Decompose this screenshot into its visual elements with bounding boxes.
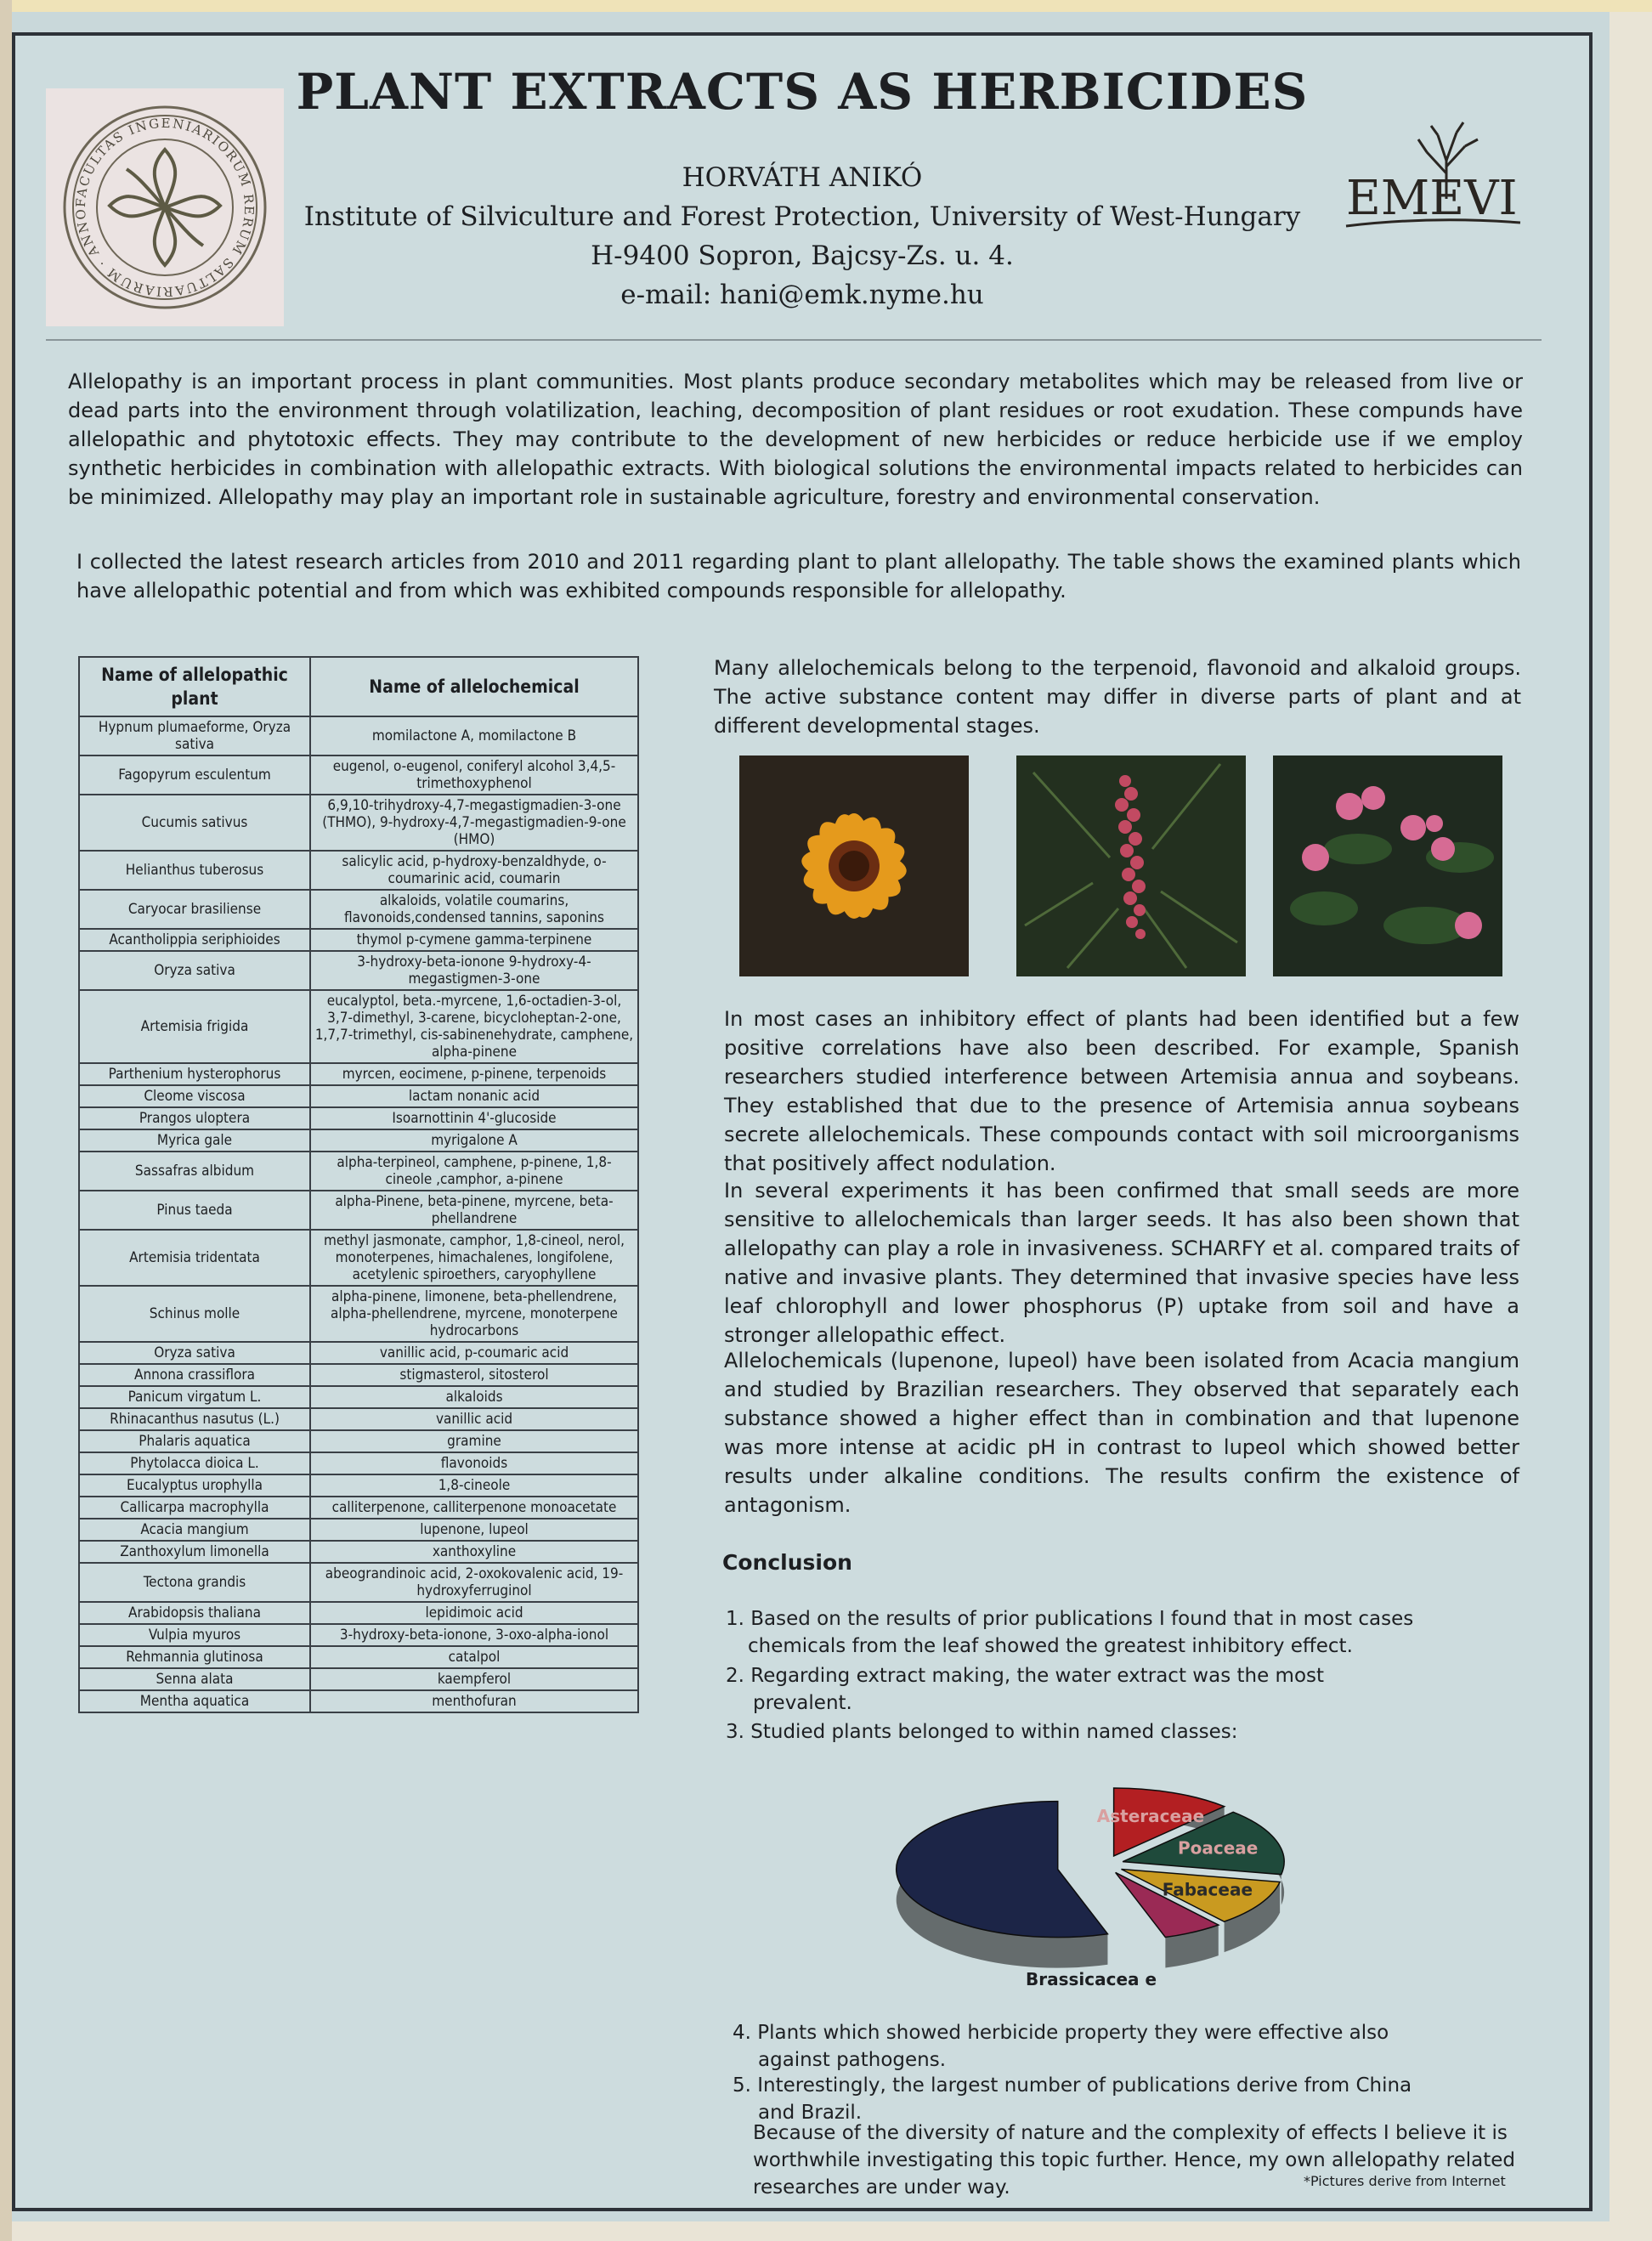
pictures-footnote: *Pictures derive from Internet bbox=[1304, 2173, 1506, 2189]
allelochemical-cell: Isoarnottinin 4'-glucoside bbox=[310, 1107, 638, 1129]
plant-name-cell: Sassafras albidum bbox=[79, 1152, 310, 1191]
table-row bbox=[79, 1519, 638, 1541]
plant-classes-pie-chart bbox=[828, 1771, 1363, 1992]
email: e-mail: hani@emk.nyme.hu bbox=[620, 280, 984, 310]
poster bbox=[12, 12, 1610, 2221]
table-row bbox=[79, 1063, 638, 1085]
allelopathy-table bbox=[78, 656, 639, 1713]
university-seal-logo bbox=[46, 88, 284, 326]
intro-paragraph-1: Allelopathy is an important process in plant communities. Most plants produce secondary metabolites which may be released from live or dead parts into the environment through volatilization, leaching, decomposition of plant residues or root exudation. These compunds have allelopathic and phytotoxic effects. They may contribute to the development of new herbicides or reduce herbicide use if we employ synthetic herbicides in combination with allelopathic extracts. With biological solutions the environmental impacts related to herbicides can be minimized. Allelopathy may play an important role in sustainable agriculture, forestry and environmental conservation. bbox=[68, 370, 1523, 509]
allelochemical-cell: flavonoids bbox=[310, 1452, 638, 1474]
conclusion-item-5a: 5. Interestingly, the largest number of publications derive from China bbox=[733, 2074, 1412, 2097]
plant-name-cell: Callicarpa macrophylla bbox=[79, 1497, 310, 1519]
intro-paragraph-2: I collected the latest research articles from 2010 and 2011 regarding plant to plant allelopathy. The table shows the examined plants which have allelopathic potential and from which was exhibited compounds responsible for allelopathy. bbox=[76, 550, 1521, 603]
pink-flowers-image bbox=[1273, 755, 1502, 976]
photo-sunflower bbox=[739, 755, 969, 976]
table-row bbox=[79, 1541, 638, 1563]
table-row bbox=[79, 1408, 638, 1430]
pie-label-asteraceae: Asteraceae bbox=[1096, 1805, 1205, 1826]
plant-name-cell: Caryocar brasiliense bbox=[79, 890, 310, 929]
table-row bbox=[79, 1364, 638, 1386]
right-paragraph-4: Allelochemicals (lupenone, lupeol) have been isolated from Acacia mangium and studied by Brazilian researchers. They observed that separately each substance showed a higher effect than in combination and that lupenone was more intense at acidic pH in contrast to lupeol which showed better results under alkaline conditions. The results confirm the existence of antagonism. bbox=[724, 1349, 1519, 1517]
conclusion-item-1b: chemicals from the leaf showed the greatest inhibitory effect. bbox=[748, 1635, 1353, 1657]
plant-name-cell: Artemisia tridentata bbox=[79, 1230, 310, 1286]
table-row bbox=[79, 1668, 638, 1690]
wall-top bbox=[0, 0, 1652, 12]
table-row bbox=[79, 1107, 638, 1129]
allelochemical-cell: 3-hydroxy-beta-ionone 9-hydroxy-4-megastigmen-3-one bbox=[310, 951, 638, 990]
seal-text: FACULTAS INGENIARIORUM RERUM SALTUARIARUM · ANNO bbox=[72, 115, 257, 300]
conclusion-item-2b: prevalent. bbox=[753, 1692, 852, 1714]
plant-name-cell: Annona crassiflora bbox=[79, 1364, 310, 1386]
poster-title: PLANT EXTRACTS AS HERBICIDES bbox=[296, 63, 1309, 121]
table-row bbox=[79, 1152, 638, 1191]
address: H-9400 Sopron, Bajcsy-Zs. u. 4. bbox=[591, 241, 1014, 271]
plant-name-cell: Arabidopsis thaliana bbox=[79, 1602, 310, 1624]
allelochemical-cell: gramine bbox=[310, 1430, 638, 1452]
plant-name-cell: Oryza sativa bbox=[79, 1342, 310, 1364]
allelochemical-cell: alpha-Pinene, beta-pinene, myrcene, beta-phellandrene bbox=[310, 1191, 638, 1230]
table-row bbox=[79, 1474, 638, 1497]
table-row bbox=[79, 951, 638, 990]
allelochemical-cell: 6,9,10-trihydroxy-4,7-megastigmadien-3-one (THMO), 9-hydroxy-4,7-megastigmadien-9-one (HMO) bbox=[310, 795, 638, 851]
plant-name-cell: Zanthoxylum limonella bbox=[79, 1541, 310, 1563]
tree-icon bbox=[1338, 114, 1533, 241]
wall-left bbox=[0, 0, 12, 2241]
allelochemical-cell: menthofuran bbox=[310, 1690, 638, 1712]
table-row bbox=[79, 990, 638, 1063]
allelochemical-cell: lactam nonanic acid bbox=[310, 1085, 638, 1107]
allelochemical-cell: catalpol bbox=[310, 1646, 638, 1668]
table-row bbox=[79, 1386, 638, 1408]
allelochemical-cell: abeograndinoic acid, 2-oxokovalenic acid, 19-hydroxyferruginol bbox=[310, 1563, 638, 1602]
table-row bbox=[79, 1563, 638, 1602]
pie-slice-other bbox=[897, 1802, 1108, 1968]
allelochemical-cell: eugenol, o-eugenol, coniferyl alcohol 3,4,5-trimethoxyphenol bbox=[310, 755, 638, 795]
allelochemical-cell: eucalyptol, beta.-myrcene, 1,6-octadien-3-ol, 3,7-dimethyl, 3-carene, bicycloheptan-2-one, 1,7,7-trimethyl, cis-sabinenehydrate, camphene, alpha-pinene bbox=[310, 990, 638, 1063]
allelochemical-cell: lepidimoic acid bbox=[310, 1602, 638, 1624]
table-row bbox=[79, 890, 638, 929]
table-row bbox=[79, 929, 638, 951]
table-body bbox=[79, 716, 638, 1712]
header-divider bbox=[46, 339, 1542, 341]
allelochemical-cell: calliterpenone, calliterpenone monoacetate bbox=[310, 1497, 638, 1519]
plant-name-cell: Rehmannia glutinosa bbox=[79, 1646, 310, 1668]
allelochemical-cell: vanillic acid bbox=[310, 1408, 638, 1430]
allelochemical-cell: alpha-pinene, limonene, beta-phellendrene, alpha-phellendrene, myrcene, monoterpene hydrocarbons bbox=[310, 1286, 638, 1342]
conclusion-item-3: 3. Studied plants belonged to within named classes: bbox=[726, 1721, 1238, 1743]
plant-name-cell: Hypnum plumaeforme, Oryza sativa bbox=[79, 716, 310, 755]
table-row bbox=[79, 716, 638, 755]
allelochemical-cell: kaempferol bbox=[310, 1668, 638, 1690]
allelochemical-cell: alkaloids bbox=[310, 1386, 638, 1408]
table-header-row bbox=[79, 657, 638, 716]
pie-label-brassicaceae: Brassicacea e bbox=[1025, 1969, 1157, 1989]
emevi-logo bbox=[1338, 114, 1533, 241]
plant-name-cell: Fagopyrum esculentum bbox=[79, 755, 310, 795]
plant-name-cell: Phytolacca dioica L. bbox=[79, 1452, 310, 1474]
table-row bbox=[79, 1602, 638, 1624]
allelochemical-cell: thymol p-cymene gamma-terpinene bbox=[310, 929, 638, 951]
plant-name-cell: Prangos uloptera bbox=[79, 1107, 310, 1129]
plant-name-cell: Helianthus tuberosus bbox=[79, 851, 310, 890]
plant-name-cell: Senna alata bbox=[79, 1668, 310, 1690]
table-row bbox=[79, 1085, 638, 1107]
pie-label-poaceae: Poaceae bbox=[1177, 1837, 1259, 1859]
table-row bbox=[79, 1452, 638, 1474]
plant-name-cell: Panicum virgatum L. bbox=[79, 1386, 310, 1408]
conclusion-item-4b: against pathogens. bbox=[758, 2049, 947, 2071]
plant-name-cell: Mentha aquatica bbox=[79, 1690, 310, 1712]
table-row bbox=[79, 1497, 638, 1519]
right-paragraph-3: In several experiments it has been confirmed that small seeds are more sensitive to allelochemicals than larger seeds. It has also been shown that allelopathy can play a role in invasiveness. SCHARFY et al. compared traits of native and invasive plants. They determined that invasive species have less leaf chlorophyll and lower phosphorus (P) uptake from soil and have a stronger allelopathic effect. bbox=[724, 1179, 1519, 1347]
allelochemical-cell: momilactone A, momilactone B bbox=[310, 716, 638, 755]
author-name: HORVÁTH ANIKÓ bbox=[682, 162, 923, 193]
conclusion-item-1a: 1. Based on the results of prior publications I found that in most cases bbox=[726, 1608, 1414, 1630]
allelochemical-cell: lupenone, lupeol bbox=[310, 1519, 638, 1541]
seal-icon bbox=[46, 88, 284, 326]
allelochemical-cell: salicylic acid, p-hydroxy-benzaldhyde, o-coumarinic acid, coumarin bbox=[310, 851, 638, 890]
conclusion-final-text: Because of the diversity of nature and the complexity of effects I believe it is worthwhile investigating this topic further. Hence, my own allelopathy related researches are under way. bbox=[753, 2122, 1516, 2199]
allelochemical-cell: alpha-terpineol, camphene, p-pinene, 1,8-cineole ,camphor, a-pinene bbox=[310, 1152, 638, 1191]
plant-name-cell: Pinus taeda bbox=[79, 1191, 310, 1230]
table-row bbox=[79, 1342, 638, 1364]
allelochemical-cell: vanillic acid, p-coumaric acid bbox=[310, 1342, 638, 1364]
table-row bbox=[79, 795, 638, 851]
allelochemical-cell: myrcen, eocimene, p-pinene, terpenoids bbox=[310, 1063, 638, 1085]
plant-name-cell: Parthenium hysterophorus bbox=[79, 1063, 310, 1085]
right-paragraph-2: In most cases an inhibitory effect of plants had been identified but a few positive correlations have also been described. For example, Spanish researchers studied interference between Artemisia annua and soybeans. They established that due to the presence of Artemisia annua soybeans secrete allelochemicals. These compounds contact with soil microorganisms that positively affect nodulation. bbox=[724, 1007, 1519, 1175]
plant-name-cell: Schinus molle bbox=[79, 1286, 310, 1342]
allelochemical-cell: stigmasterol, sitosterol bbox=[310, 1364, 638, 1386]
table-row bbox=[79, 1690, 638, 1712]
sunflower-image bbox=[739, 755, 969, 976]
table-row bbox=[79, 1230, 638, 1286]
allelochemical-cell: 1,8-cineole bbox=[310, 1474, 638, 1497]
table-row bbox=[79, 755, 638, 795]
plant-name-cell: Cleome viscosa bbox=[79, 1085, 310, 1107]
conclusion-item-2a: 2. Regarding extract making, the water extract was the most bbox=[726, 1665, 1325, 1687]
allelochemical-cell: myrigalone A bbox=[310, 1129, 638, 1152]
emevi-text: EMEVI bbox=[1346, 171, 1518, 226]
plant-name-cell: Acacia mangium bbox=[79, 1519, 310, 1541]
table-row bbox=[79, 1191, 638, 1230]
table-row bbox=[79, 1129, 638, 1152]
right-paragraph-1: Many allelochemicals belong to the terpenoid, flavonoid and alkaloid groups. The active substance content may differ in diverse parts of plant and at different developmental stages. bbox=[714, 656, 1521, 738]
table-row bbox=[79, 851, 638, 890]
pie-label-fabaceae: Fabaceae bbox=[1162, 1879, 1253, 1900]
table-row bbox=[79, 1286, 638, 1342]
conclusion-item-5b: and Brazil. bbox=[758, 2102, 863, 2124]
plant-name-cell: Vulpia myuros bbox=[79, 1624, 310, 1646]
plant-name-cell: Tectona grandis bbox=[79, 1563, 310, 1602]
table-row bbox=[79, 1430, 638, 1452]
plant-name-cell: Phalaris aquatica bbox=[79, 1430, 310, 1452]
plant-name-cell: Rhinacanthus nasutus (L.) bbox=[79, 1408, 310, 1430]
berries-image bbox=[1016, 755, 1246, 976]
table-row bbox=[79, 1646, 638, 1668]
table-header-chemical: Name of allelochemical bbox=[310, 657, 638, 716]
plant-name-cell: Artemisia frigida bbox=[79, 990, 310, 1063]
plant-name-cell: Eucalyptus urophylla bbox=[79, 1474, 310, 1497]
allelochemical-cell: 3-hydroxy-beta-ionone, 3-oxo-alpha-ionol bbox=[310, 1624, 638, 1646]
plant-name-cell: Myrica gale bbox=[79, 1129, 310, 1152]
plant-name-cell: Cucumis sativus bbox=[79, 795, 310, 851]
plant-name-cell: Acantholippia seriphioides bbox=[79, 929, 310, 951]
photo-pink-berries bbox=[1016, 755, 1246, 976]
allelochemical-cell: alkaloids, volatile coumarins, flavonoids,condensed tannins, saponins bbox=[310, 890, 638, 929]
table-row bbox=[79, 1624, 638, 1646]
conclusion-item-4a: 4. Plants which showed herbicide property they were effective also bbox=[733, 2022, 1389, 2044]
conclusion-heading: Conclusion bbox=[722, 1550, 852, 1575]
photo-pink-flowers bbox=[1273, 755, 1502, 976]
institute: Institute of Silviculture and Forest Protection, University of West-Hungary bbox=[303, 201, 1301, 232]
allelochemical-cell: methyl jasmonate, camphor, 1,8-cineol, nerol, monoterpenes, himachalenes, longifolene, acetylenic spiroethers, caryophyllene bbox=[310, 1230, 638, 1286]
allelochemical-cell: xanthoxyline bbox=[310, 1541, 638, 1563]
table-header-plant: Name of allelopathic plant bbox=[79, 657, 310, 716]
plant-name-cell: Oryza sativa bbox=[79, 951, 310, 990]
